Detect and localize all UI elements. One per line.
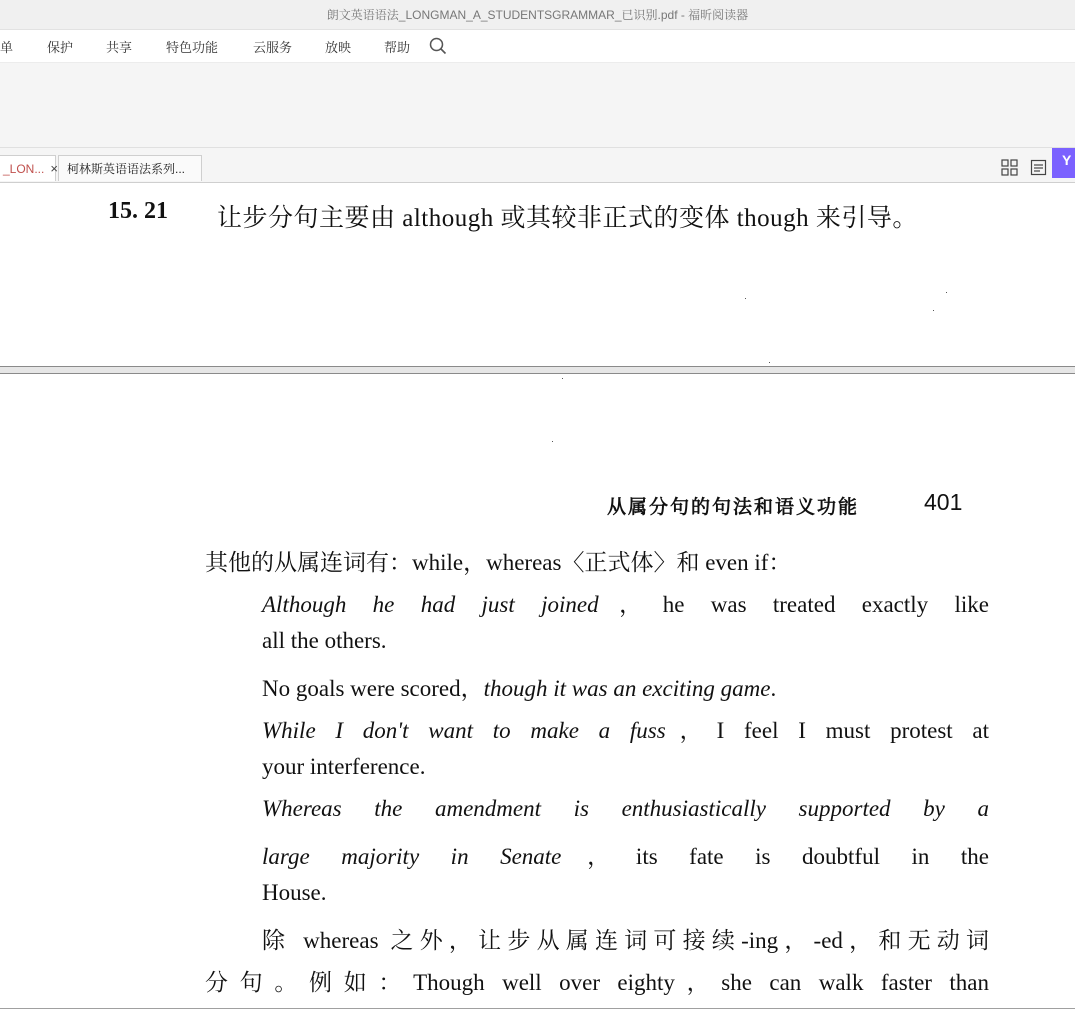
text-run: 分句。例如：Though well over eighty，she can walk faster than [205,970,989,995]
grid-view-icon[interactable] [1001,159,1018,176]
page-number: 401 [924,489,963,515]
example-clause-italic: While I don't want to make a fuss [262,718,666,743]
text-run: ，its fate is doubtful in the [561,844,989,869]
scan-speck [769,362,770,363]
menu-bar [0,30,1075,63]
text-line [262,838,989,871]
account-badge-label: Y [1062,152,1072,168]
menu-item-cloud[interactable]: 云服务 [253,39,293,55]
account-badge[interactable] [1052,148,1075,178]
text-line [205,544,791,577]
text-line [262,880,327,906]
scan-speck [933,310,934,311]
text-run: 除 whereas 之外，让步从属连词可接续-ing，-ed，和无动词 [262,928,989,953]
text-run: your interference. [262,754,426,779]
text-line [262,670,776,703]
document-view-icon[interactable] [1030,159,1047,176]
text-line [262,628,387,654]
page-bottom-edge [0,1008,1075,1009]
tab-longman-label: _LON... [3,161,45,176]
search-icon[interactable] [429,37,447,55]
menu-item-features[interactable]: 特色功能 [166,39,219,55]
scan-speck [562,378,563,379]
ribbon-area [0,63,1075,148]
window-title-bar [0,0,1075,30]
scan-speck [745,298,746,299]
tab-collins[interactable] [58,155,202,181]
running-head: 从属分句的句法和语义功能 [607,497,860,518]
page-separator [0,367,1075,374]
text-line [262,586,989,619]
example-clause-italic: though it was an exciting game [483,676,771,701]
tab-collins-label: 柯林斯英语语法系列... [67,162,186,176]
example-clause-italic: large majority in Senate [262,844,562,869]
section-number: 15. 21 [108,198,168,224]
text-line [262,796,989,822]
text-run: No goals were scored， [262,676,484,701]
close-icon[interactable]: × [50,161,58,176]
document-tab-bar [0,148,1075,183]
text-line [262,712,989,745]
text-run: ，he was treated exactly like [598,592,989,617]
text-run: all the others. [262,628,387,653]
menu-item-list[interactable]: 单 [0,39,14,55]
scan-speck [946,292,947,293]
window-title: 朗文英语语法_LONGMAN_A_STUDENTSGRAMMAR_已识别.pdf - 福昕阅读器 [326,8,749,22]
menu-item-share[interactable]: 共享 [106,39,133,55]
tab-longman[interactable] [0,155,56,181]
menu-item-help[interactable]: 帮助 [384,39,411,55]
menu-item-protect[interactable]: 保护 [47,39,74,55]
text-run: 其他的从属连词有：while，whereas〈正式体〉和 even if： [205,550,792,575]
example-clause-italic: Although he had just joined [262,592,599,617]
text-run: House. [262,880,327,905]
text-run: . [770,676,777,701]
text-line [262,922,989,955]
text-run: ，I feel I must protest at [665,718,989,743]
scan-speck [552,441,553,442]
text-line [205,964,989,997]
menu-item-slideshow[interactable]: 放映 [325,39,352,55]
example-clause-italic: Whereas the amendment is enthusiastically supported by a [262,796,989,821]
text-line [262,754,425,780]
section-heading: 让步分句主要由 although 或其较非正式的变体 though 来引导。 [217,205,918,232]
